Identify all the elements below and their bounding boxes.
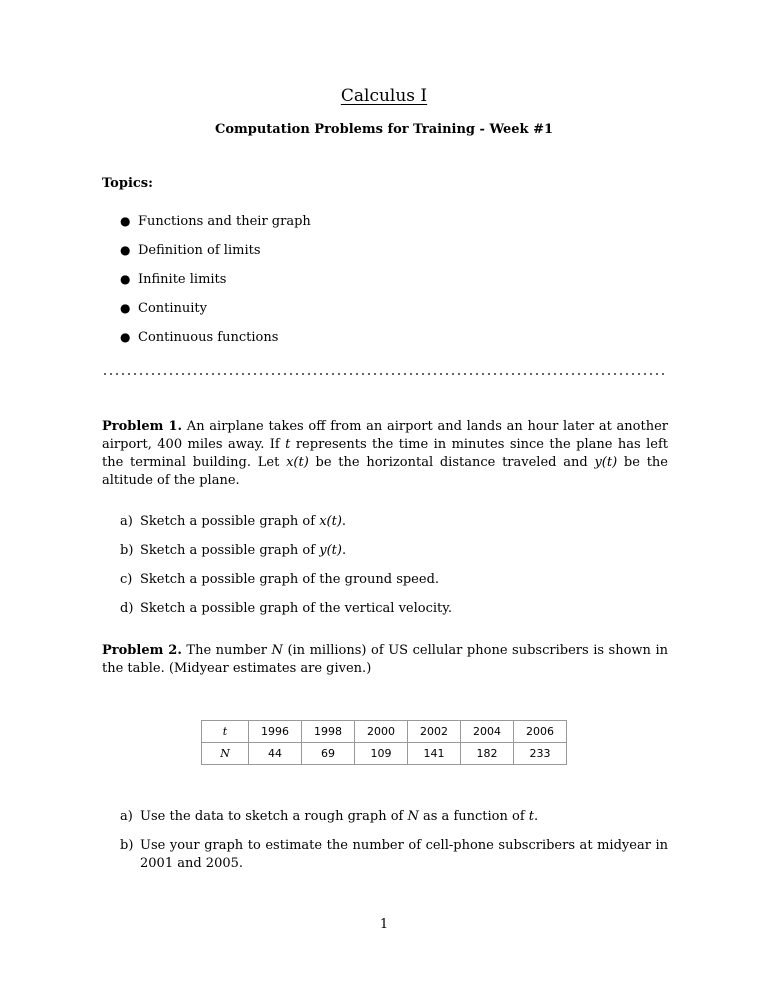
table-header-cell: t: [202, 721, 249, 743]
table-cell: 44: [249, 743, 302, 765]
topic-item: [120, 330, 311, 359]
topic-text: Definition of limits: [138, 243, 261, 258]
bullet-icon: ●: [120, 243, 131, 257]
problem-2-parts: [120, 808, 668, 873]
problem-part: c) Sketch a possible graph of the ground speed.: [120, 572, 440, 587]
problem-part: b) Sketch a possible graph of y(t).: [120, 543, 347, 558]
document-title: Calculus I: [340, 86, 428, 106]
table-cell: 182: [461, 743, 514, 765]
problem-1-label: Problem 1.: [102, 419, 183, 434]
problem-1-statement: Problem 1. An airplane takes off from an airport and lands an hour later at another airport, 400 miles away. If t represents the time in minutes since the plane has left the terminal building. Let x(t) be the horizontal distance traveled and y(t) be the altitude of the plane.: [102, 419, 669, 488]
dotted-separator: [102, 373, 668, 375]
problem-part: a) Sketch a possible graph of x(t).: [120, 514, 347, 529]
table-cell: 233: [514, 743, 567, 765]
document-subtitle: Computation Problems for Training - Week #1: [214, 122, 554, 137]
table-cell: 1996: [249, 721, 302, 743]
problem-1-parts: [120, 513, 668, 629]
topic-item: [120, 214, 311, 243]
bullet-icon: ●: [120, 330, 131, 344]
bullet-icon: ●: [120, 272, 131, 286]
table-cell: 141: [408, 743, 461, 765]
table-cell: 2000: [355, 721, 408, 743]
bullet-icon: ●: [120, 301, 131, 315]
topic-item: [120, 243, 311, 272]
table-cell: 2002: [408, 721, 461, 743]
table-row: [202, 743, 567, 765]
table-header-cell: N: [202, 743, 249, 765]
topic-text: Functions and their graph: [138, 214, 311, 229]
topics-heading: Topics:: [102, 176, 153, 191]
problem-2-label: Problem 2.: [102, 643, 182, 658]
table-cell: 109: [355, 743, 408, 765]
table-cell: 69: [302, 743, 355, 765]
problem-part: d) Sketch a possible graph of the vertical velocity.: [120, 601, 453, 616]
topic-text: Infinite limits: [138, 272, 227, 287]
topic-item: [120, 301, 311, 330]
topics-list: [120, 214, 311, 359]
topic-item: [120, 272, 311, 301]
problem-2-statement: Problem 2. The number N (in millions) of US cellular phone subscribers is shown in the table. (Midyear estimates are given.): [102, 643, 668, 676]
page-number: 1: [379, 917, 389, 932]
topic-text: Continuity: [138, 301, 207, 316]
problem-part: a) Use the data to sketch a rough graph of N as a function of t.: [120, 809, 539, 824]
problem-part: b) Use your graph to estimate the number of cell-phone subscribers at midyear in 2001 and 2005.: [120, 838, 668, 871]
topic-text: Continuous functions: [138, 330, 279, 345]
table-cell: 2004: [461, 721, 514, 743]
table-cell: 2006: [514, 721, 567, 743]
subscribers-table: [201, 720, 567, 765]
table-cell: 1998: [302, 721, 355, 743]
table-row: [202, 721, 567, 743]
bullet-icon: ●: [120, 214, 131, 228]
